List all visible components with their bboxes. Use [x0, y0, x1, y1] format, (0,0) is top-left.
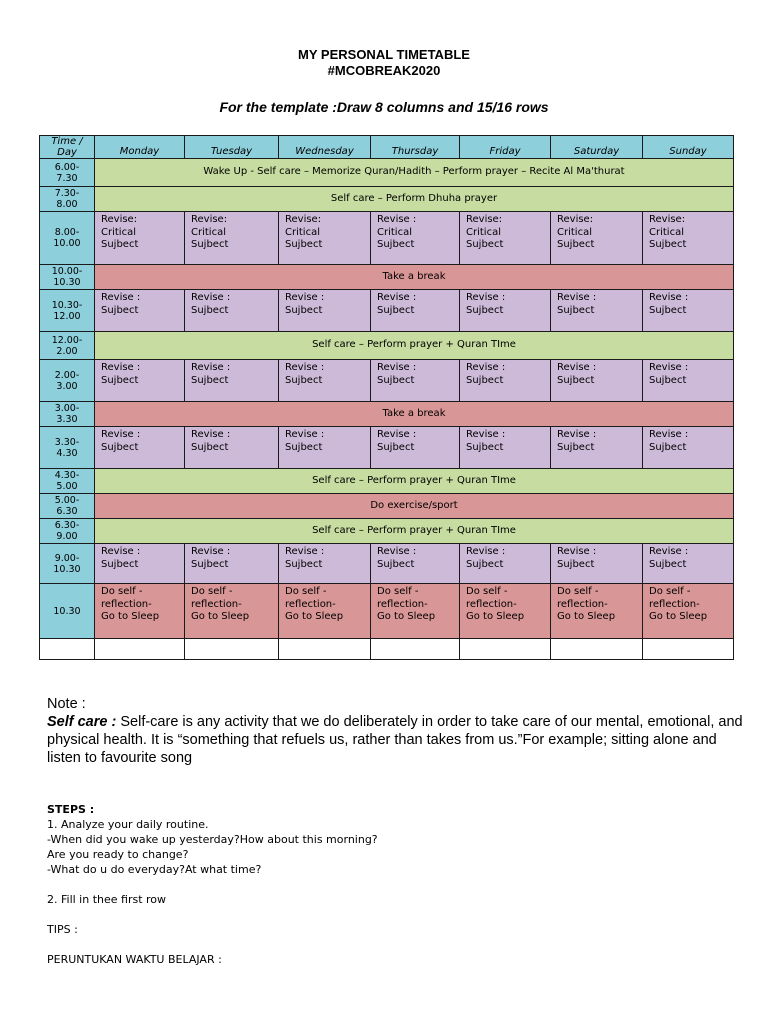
timetable-row: [40, 159, 734, 187]
time-cell: 10.30: [40, 584, 95, 639]
activity-cell: Revise : Sujbect: [279, 544, 371, 584]
activity-span-cell: Take a break: [95, 265, 734, 290]
header-cell: Time / Day: [40, 136, 95, 159]
time-cell: 9.00- 10.30: [40, 544, 95, 584]
activity-cell: Revise: Critical Sujbect: [279, 212, 371, 265]
activity-cell: [551, 639, 643, 660]
activity-cell: Do self - reflection- Go to Sleep: [185, 584, 279, 639]
note-section: [47, 695, 747, 767]
activity-cell: Revise : Sujbect: [95, 427, 185, 469]
timetable-row: [40, 544, 734, 584]
timetable-row: [40, 519, 734, 544]
activity-cell: Revise: Critical Sujbect: [460, 212, 551, 265]
activity-cell: Do self - reflection- Go to Sleep: [551, 584, 643, 639]
activity-cell: Revise : Sujbect: [460, 290, 551, 332]
activity-cell: Revise : Sujbect: [460, 544, 551, 584]
steps-line: [47, 937, 747, 952]
header-row: [40, 136, 734, 159]
activity-span-cell: Self care – Perform Dhuha prayer: [95, 187, 734, 212]
activity-cell: Revise : Sujbect: [371, 427, 460, 469]
header-cell: Friday: [460, 136, 551, 159]
activity-cell: [95, 639, 185, 660]
note-heading: Note :: [47, 696, 86, 712]
activity-cell: Revise : Sujbect: [643, 290, 734, 332]
note-paragraph: [47, 713, 747, 767]
activity-cell: Revise : Sujbect: [551, 360, 643, 402]
activity-cell: Do self - reflection- Go to Sleep: [371, 584, 460, 639]
time-cell: 3.00- 3.30: [40, 402, 95, 427]
activity-cell: Revise : Sujbect: [643, 427, 734, 469]
timetable-row: [40, 360, 734, 402]
activity-cell: Revise : Sujbect: [185, 427, 279, 469]
header-cell: Sunday: [643, 136, 734, 159]
activity-cell: Revise : Sujbect: [371, 290, 460, 332]
time-cell: 12.00- 2.00: [40, 332, 95, 360]
activity-span-cell: Do exercise/sport: [95, 494, 734, 519]
activity-cell: Revise : Sujbect: [95, 544, 185, 584]
activity-cell: Revise : Sujbect: [460, 360, 551, 402]
activity-cell: Revise : Sujbect: [279, 360, 371, 402]
activity-cell: Revise : Sujbect: [371, 544, 460, 584]
timetable-row: [40, 584, 734, 639]
timetable-row: [40, 639, 734, 660]
activity-span-cell: Self care – Perform prayer + Quran TIme: [95, 332, 734, 360]
activity-cell: [643, 639, 734, 660]
title-line-2: #MCOBREAK2020: [327, 63, 441, 78]
activity-cell: Revise : Sujbect: [279, 290, 371, 332]
steps-line: Are you ready to change?: [47, 848, 189, 861]
activity-cell: Revise: Critical Sujbect: [95, 212, 185, 265]
activity-span-cell: Self care – Perform prayer + Quran TIme: [95, 469, 734, 494]
timetable-row: [40, 290, 734, 332]
activity-cell: Revise : Sujbect: [551, 544, 643, 584]
activity-cell: Revise : Sujbect: [460, 427, 551, 469]
header-cell: Monday: [95, 136, 185, 159]
activity-cell: Do self - reflection- Go to Sleep: [460, 584, 551, 639]
time-cell: 10.00- 10.30: [40, 265, 95, 290]
steps-line: PERUNTUKAN WAKTU BELAJAR :: [47, 953, 222, 966]
activity-cell: Revise : Sujbect: [185, 360, 279, 402]
header-cell: Thursday: [371, 136, 460, 159]
time-cell: 8.00- 10.00: [40, 212, 95, 265]
activity-cell: Revise : Sujbect: [95, 360, 185, 402]
timetable-row: [40, 265, 734, 290]
steps-heading: STEPS :: [47, 803, 95, 816]
activity-span-cell: Self care – Perform prayer + Quran TIme: [95, 519, 734, 544]
activity-span-cell: Wake Up - Self care – Memorize Quran/Hadith – Perform prayer – Recite Al Ma'thurat: [95, 159, 734, 187]
header-cell: Tuesday: [185, 136, 279, 159]
activity-cell: [185, 639, 279, 660]
activity-cell: Do self - reflection- Go to Sleep: [643, 584, 734, 639]
activity-cell: [371, 639, 460, 660]
steps-line: 2. Fill in thee first row: [47, 893, 167, 906]
timetable: [39, 135, 734, 660]
activity-cell: Revise: Critical Sujbect: [185, 212, 279, 265]
time-cell: [40, 639, 95, 660]
activity-cell: Revise : Sujbect: [95, 290, 185, 332]
timetable-row: [40, 469, 734, 494]
timetable-row: [40, 212, 734, 265]
activity-cell: Revise : Sujbect: [279, 427, 371, 469]
steps-line: 1. Analyze your daily routine.: [47, 818, 209, 831]
activity-cell: Revise : Sujbect: [643, 360, 734, 402]
time-cell: 7.30- 8.00: [40, 187, 95, 212]
header-cell: Saturday: [551, 136, 643, 159]
timetable-row: [40, 187, 734, 212]
activity-span-cell: Take a break: [95, 402, 734, 427]
header-cell: Wednesday: [279, 136, 371, 159]
time-cell: 4.30- 5.00: [40, 469, 95, 494]
activity-cell: Revise : Sujbect: [185, 544, 279, 584]
activity-cell: [279, 639, 371, 660]
time-cell: 5.00- 6.30: [40, 494, 95, 519]
template-instruction: For the template :Draw 8 columns and 15/16 rows: [219, 99, 549, 115]
time-cell: 6.00- 7.30: [40, 159, 95, 187]
time-cell: 6.30- 9.00: [40, 519, 95, 544]
timetable-row: [40, 427, 734, 469]
activity-cell: [460, 639, 551, 660]
steps-section: [47, 802, 747, 967]
activity-cell: Revise : Sujbect: [643, 544, 734, 584]
timetable-row: [40, 402, 734, 427]
activity-cell: Revise : Sujbect: [185, 290, 279, 332]
activity-cell: Do self - reflection- Go to Sleep: [279, 584, 371, 639]
activity-cell: Do self - reflection- Go to Sleep: [95, 584, 185, 639]
activity-cell: Revise : Sujbect: [371, 360, 460, 402]
title-line-1: MY PERSONAL TIMETABLE: [298, 47, 470, 62]
activity-cell: Revise: Critical Sujbect: [551, 212, 643, 265]
activity-cell: Revise : Sujbect: [551, 290, 643, 332]
time-cell: 3.30- 4.30: [40, 427, 95, 469]
activity-cell: Revise : Sujbect: [551, 427, 643, 469]
timetable-row: [40, 494, 734, 519]
activity-cell: Revise: Critical Sujbect: [643, 212, 734, 265]
time-cell: 2.00- 3.00: [40, 360, 95, 402]
steps-line: TIPS :: [47, 923, 78, 936]
steps-line: [47, 877, 747, 892]
activity-cell: Revise : Critical Sujbect: [371, 212, 460, 265]
self-care-definition: Self-care is any activity that we do deliberately in order to take care of our mental, emotional, and physical health. It is “something that refuels us, rather than takes from us.”For example; sitting alone and listen to favourite song: [47, 714, 743, 766]
steps-line: -What do u do everyday?At what time?: [47, 863, 262, 876]
timetable-row: [40, 332, 734, 360]
steps-line: [47, 907, 747, 922]
steps-line: -When did you wake up yesterday?How about this morning?: [47, 833, 378, 846]
self-care-label: Self care :: [47, 714, 117, 730]
time-cell: 10.30- 12.00: [40, 290, 95, 332]
